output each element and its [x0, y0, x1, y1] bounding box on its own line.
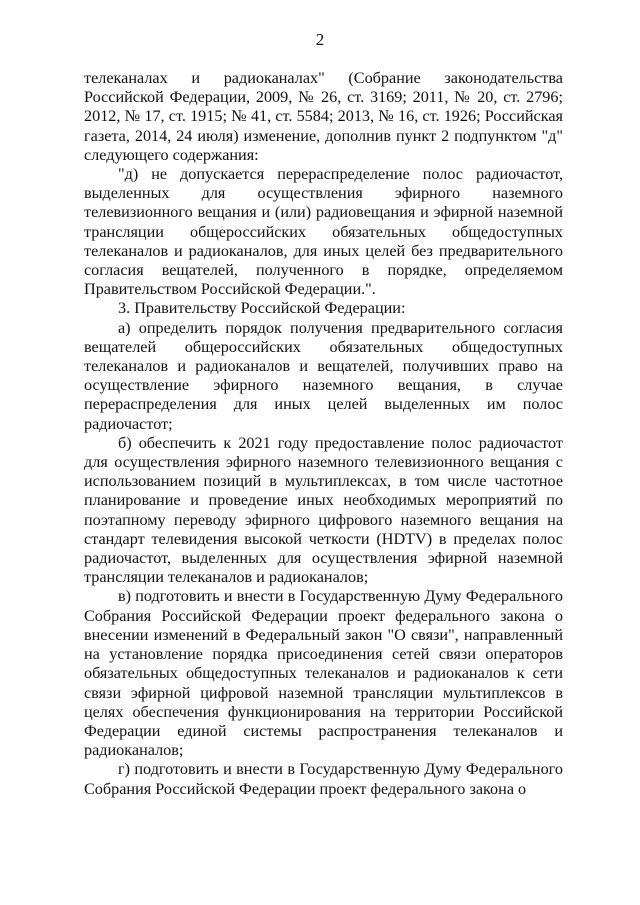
page-number: 2 [315, 30, 325, 49]
paragraph-subitem-a: а) определить порядок получения предварительного согласия вещателей общероссийских обязательных общедоступных телеканалов и радиоканалов и вещателей, получивших право на осуществление эфирного наземного вещания, в случае перераспределения для иных целей выделенных им полос радиочастот; [84, 318, 563, 433]
paragraph-item-3-heading: 3. Правительству Российской Федерации: [118, 299, 406, 318]
document-body [84, 69, 563, 799]
paragraph-continuation: телеканалах и радиоканалах" (Собрание законодательства Российской Федерации, 2009, № 26, ст. 3169; 2011, № 20, ст. 2796; 2012, № 17, ст. 1915; № 41, ст. 5584; 2013, № 16, ст. 1926; Российская газета, 2014, 24 июля) изменение, дополнив пункт 2 подпунктом "д" следующего содержания: [84, 69, 563, 164]
paragraph-subitem-g: г) подготовить и внести в Государственную Думу Федерального Собрания Российской Федерации проект федерального закона о [84, 760, 563, 798]
paragraph-subitem-b: б) обеспечить к 2021 году предоставление полос радиочастот для осуществления эфирного наземного телевизионного вещания с использованием позиций в мультиплексах, в том числе частотное планирование и проведение иных необходимых мероприятий по поэтапному переводу эфирного цифрового наземного вещания на стандарт телевидения высокой четкости (HDTV) в пределах полос радиочастот, выделенных для осуществления эфирной наземной трансляции телеканалов и радиоканалов; [84, 433, 563, 587]
paragraph-subclause-d-quote: "д) не допускается перераспределение полос радиочастот, выделенных для осуществления эфирного наземного телевизионного вещания и (или) радиовещания и эфирной наземной трансляции общероссийских обязательных общедоступных телеканалов и радиоканалов, для иных целей без предварительного согласия вещателей, полученного в порядке, определяемом Правительством Российской Федерации.". [84, 165, 563, 299]
paragraph-subitem-v: в) подготовить и внести в Государственную Думу Федерального Собрания Российской Федерации проект федерального закона о внесении изменений в Федеральный закон "О связи", направленный на установление порядка присоединения сетей связи операторов обязательных общедоступных телеканалов и радиоканалов к сети связи эфирной цифровой наземной трансляции мультиплексов в целях обеспечения функционирования на территории Российской Федерации единой системы распространения телеканалов и радиоканалов; [84, 587, 563, 760]
